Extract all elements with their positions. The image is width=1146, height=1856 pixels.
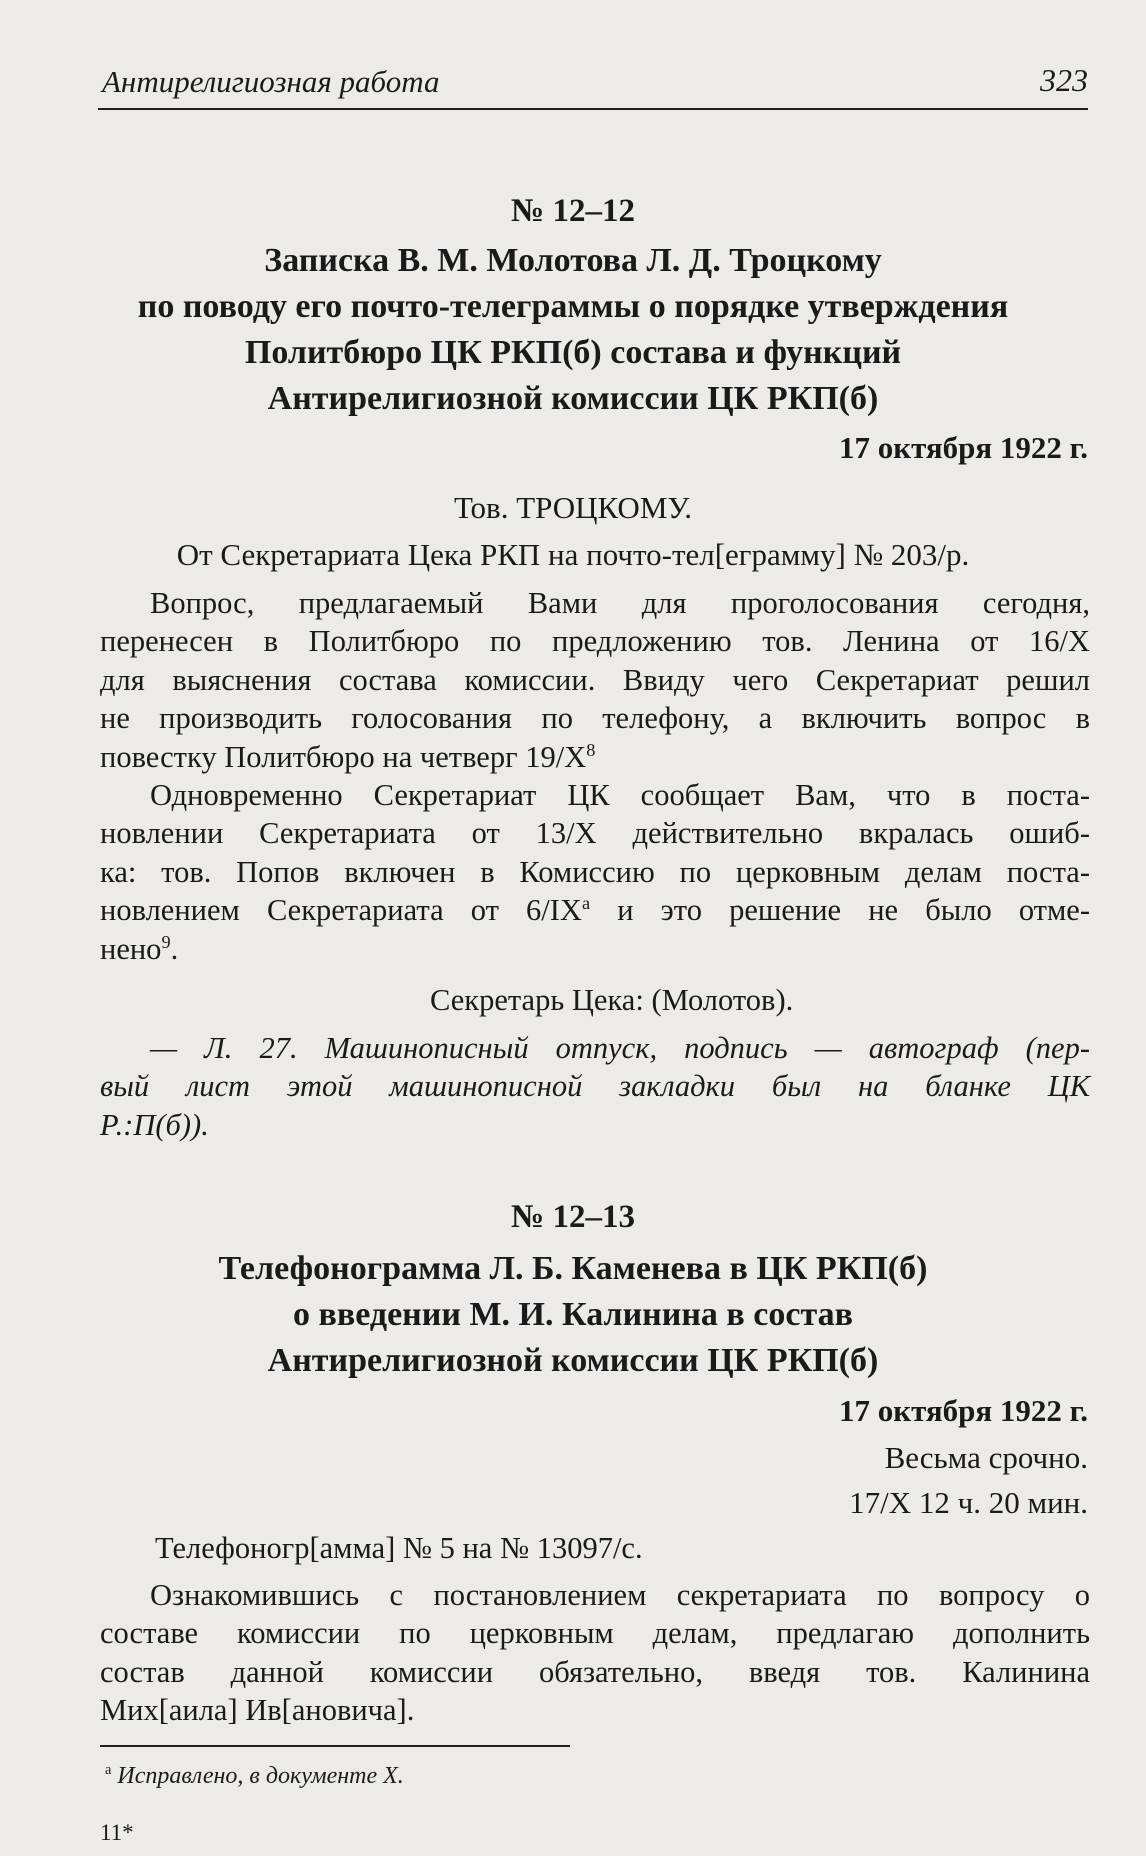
doc1-heading-line: Записка В. М. Молотова Л. Д. Троцкому bbox=[264, 242, 882, 279]
doc2-urgency: Весьма срочно. bbox=[884, 1440, 1088, 1475]
signature-mark: 11* bbox=[100, 1820, 134, 1845]
doc1-date: 17 октября 1922 г. bbox=[838, 430, 1088, 465]
doc1-addressee: Тов. ТРОЦКОМУ. bbox=[453, 490, 693, 525]
footnote-ref: 9 bbox=[161, 931, 171, 952]
doc1-heading bbox=[0, 238, 1146, 422]
doc1-number: № 12–12 bbox=[511, 193, 635, 229]
footnote-text: Исправлено, в документе X. bbox=[111, 1763, 404, 1789]
text-line: Вопрос, предлагаемый Вами для проголосования сегодня, bbox=[150, 586, 1090, 620]
text-line: перенесен в Политбюро по предложению тов. Ленина от 16/X bbox=[100, 624, 1090, 659]
text-line bbox=[100, 930, 1090, 968]
doc1-paragraph-1 bbox=[100, 584, 1090, 776]
text-fragment: повестку Политбюро на четверг 19/X bbox=[100, 739, 587, 774]
doc1-signature: Секретарь Цека: (Молотов). bbox=[430, 983, 794, 1017]
text-fragment: новлением Секретариата от 6/IX bbox=[100, 893, 582, 928]
text-fragment: и это решение не было отме- bbox=[590, 893, 1090, 928]
text-fragment: . bbox=[170, 931, 179, 966]
text-line: Ознакомившись с постановлением секретариата по вопросу о bbox=[150, 1578, 1090, 1612]
text-line: вый лист этой машинописной закладки был на бланке ЦК bbox=[100, 1069, 1090, 1104]
doc1-heading-line: Политбюро ЦК РКП(б) состава и функций bbox=[244, 334, 902, 371]
text-line: состав данной комиссии обязательно, введя тов. Калинина bbox=[100, 1654, 1090, 1689]
text-line: новлении Секретариата от 13/X действительно вкралась ошиб- bbox=[100, 816, 1090, 851]
text-line bbox=[100, 891, 1090, 929]
page-number: 323 bbox=[1040, 62, 1088, 98]
text-line: составе комиссии по церковным делам, предлагаю дополнить bbox=[100, 1616, 1090, 1651]
footnote-rule bbox=[100, 1745, 570, 1747]
doc1-paragraph-2 bbox=[100, 776, 1090, 968]
text-line: Мих[аила] Ив[ановича]. bbox=[100, 1693, 415, 1728]
doc2-time: 17/X 12 ч. 20 мин. bbox=[849, 1485, 1088, 1520]
doc1-source-note bbox=[100, 1029, 1090, 1144]
doc1-heading-line: Антирелигиозной комиссии ЦК РКП(б) bbox=[267, 380, 879, 417]
header-rule bbox=[98, 108, 1088, 110]
doc2-heading-line: Антирелигиозной комиссии ЦК РКП(б) bbox=[267, 1342, 879, 1379]
footnote bbox=[105, 1763, 404, 1790]
doc2-heading-line: Телефонограмма Л. Б. Каменева в ЦК РКП(б) bbox=[218, 1250, 928, 1287]
text-line: — Л. 27. Машинописный отпуск, подпись — автограф (пер- bbox=[150, 1031, 1090, 1065]
text-fragment: нено bbox=[100, 931, 162, 966]
text-line: ка: тов. Попов включен в Комиссию по церковным делам поста- bbox=[100, 854, 1090, 889]
doc1-intro: От Секретариата Цека РКП на почто-тел[еграмму] № 203/р. bbox=[176, 537, 970, 572]
doc2-number: № 12–13 bbox=[511, 1199, 635, 1235]
footnote-ref: 8 bbox=[586, 739, 596, 760]
running-header-title: Антирелигиозная работа bbox=[102, 64, 440, 99]
doc2-heading-line: о введении М. И. Калинина в состав bbox=[293, 1296, 853, 1333]
doc2-paragraph bbox=[100, 1576, 1090, 1730]
text-line: Одновременно Секретариат ЦК сообщает Вам, что в поста- bbox=[150, 778, 1090, 812]
text-line: Р.:П(б)). bbox=[100, 1107, 209, 1142]
text-line: для выяснения состава комиссии. Ввиду чего Секретариат решил bbox=[100, 662, 1090, 697]
doc2-date: 17 октября 1922 г. bbox=[838, 1393, 1088, 1428]
doc2-heading bbox=[0, 1246, 1146, 1384]
text-line: не производить голосования по телефону, а включить вопрос в bbox=[100, 701, 1090, 736]
footnote-ref: а bbox=[581, 893, 591, 914]
doc2-reference: Телефоногр[амма] № 5 на № 13097/с. bbox=[155, 1531, 643, 1565]
footnote-mark: а bbox=[105, 1762, 112, 1778]
text-line bbox=[100, 738, 1090, 776]
doc1-heading-line: по поводу его почто-телеграммы о порядке утверждения bbox=[137, 288, 1009, 325]
